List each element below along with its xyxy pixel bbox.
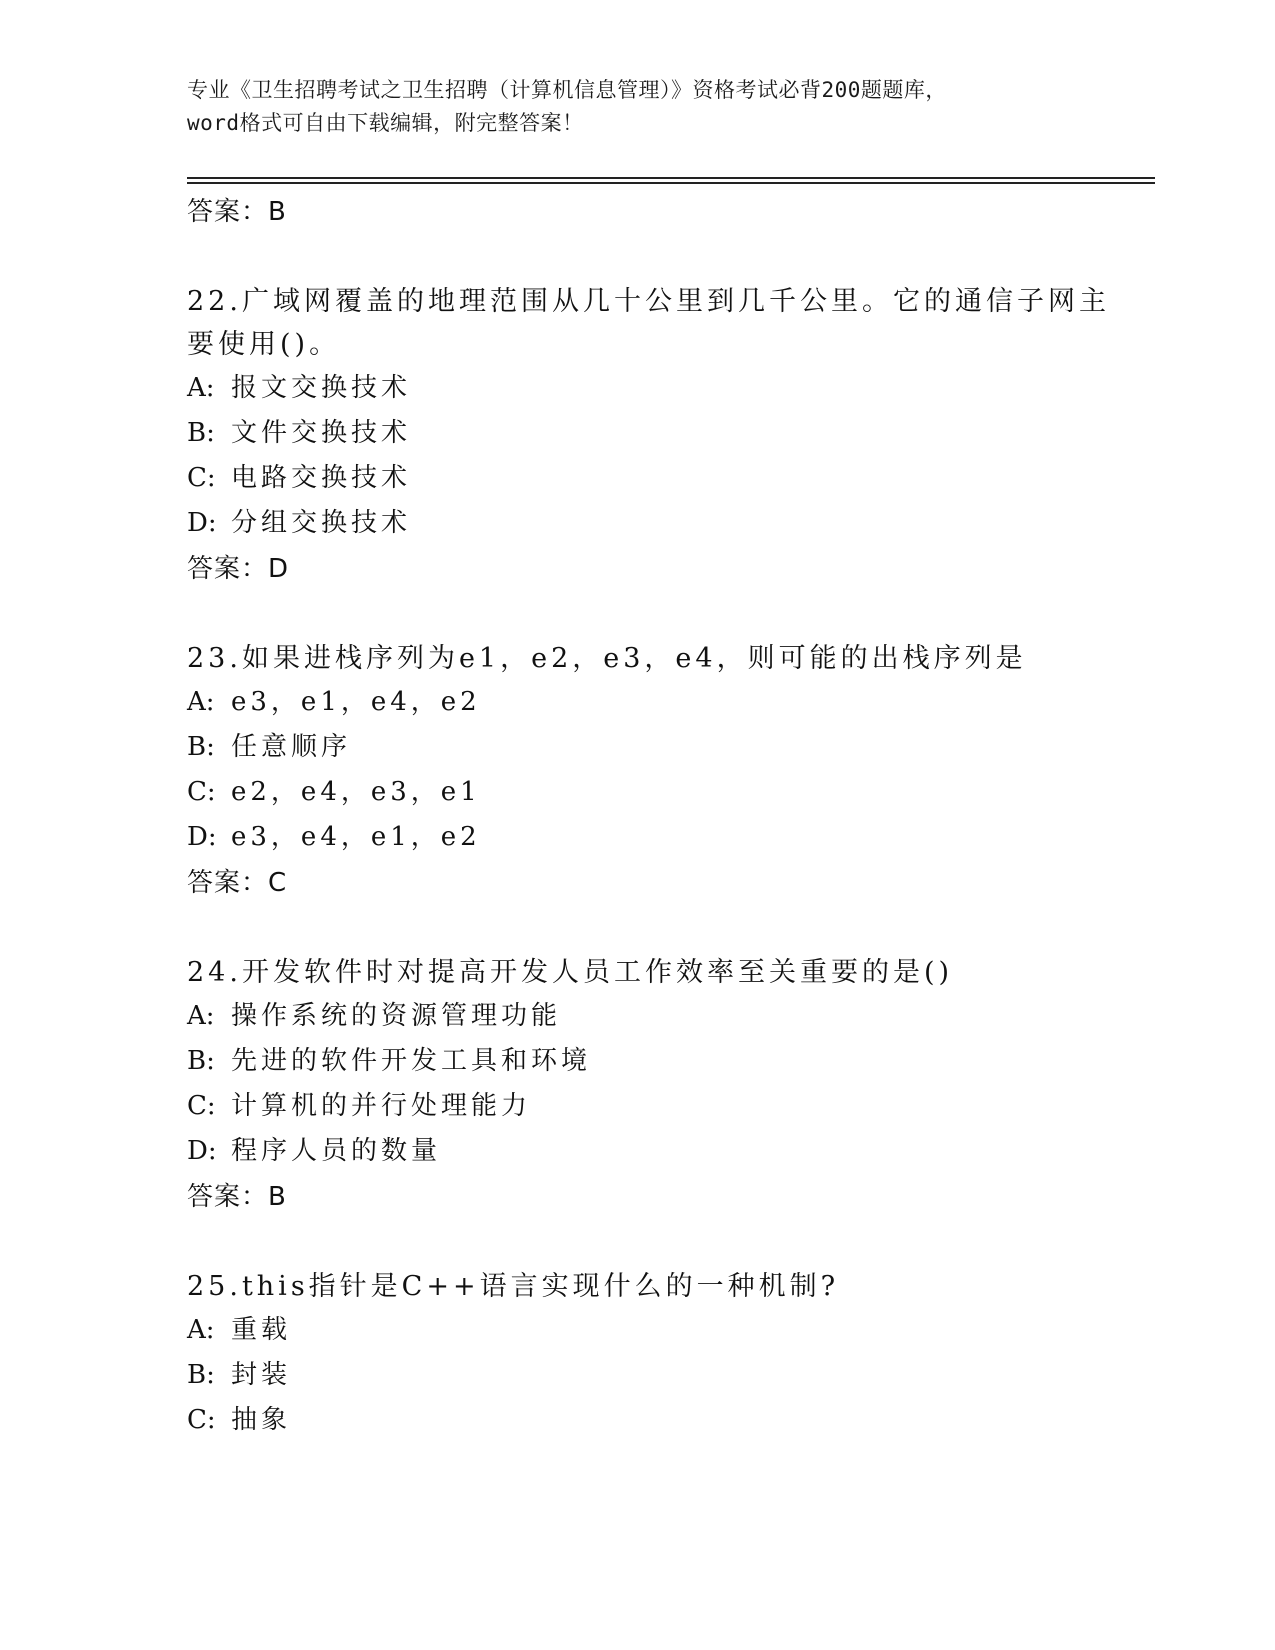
question-item (187, 951, 1127, 1220)
question-item (187, 637, 1127, 906)
header-rule-bottom (187, 182, 1155, 184)
option-item (187, 1398, 1127, 1443)
option-letter: B: (187, 1360, 215, 1390)
option-text: e3，e1，e4，e2 (231, 687, 481, 717)
option-text: 先进的软件开发工具和环境 (231, 1046, 592, 1076)
option-letter: B: (187, 1046, 215, 1076)
option-letter: A: (187, 687, 215, 717)
option-text: 封装 (231, 1360, 292, 1390)
option-letter: B: (187, 732, 215, 762)
option-item (187, 501, 1127, 546)
header-line-1: 专业《卫生招聘考试之卫生招聘（计算机信息管理）》资格考试必背200题题库， (187, 78, 947, 102)
option-item (187, 1129, 1127, 1174)
option-text: 文件交换技术 (231, 418, 412, 448)
option-text: 操作系统的资源管理功能 (231, 1001, 562, 1031)
question-text: 25.this指针是C++语言实现什么的一种机制? (187, 1271, 840, 1302)
header-line-2: word格式可自由下载编辑，附完整答案！ (187, 111, 584, 135)
option-text: 抽象 (231, 1405, 292, 1435)
option-letter: C: (187, 1091, 216, 1121)
option-item (187, 725, 1127, 770)
header-rule-top (187, 177, 1155, 179)
option-text: 分组交换技术 (231, 508, 412, 538)
option-text: 计算机的并行处理能力 (231, 1091, 532, 1121)
option-item (187, 680, 1127, 725)
question-text: 22.广域网覆盖的地理范围从几十公里到几千公里。它的通信子网主要使用()。 (187, 286, 1110, 360)
option-text: 重载 (231, 1315, 292, 1345)
answer-line: 答案：C (187, 868, 288, 898)
option-text: 任意顺序 (231, 732, 352, 762)
option-letter: B: (187, 418, 215, 448)
option-item (187, 815, 1127, 860)
option-letter: D: (187, 822, 217, 852)
option-item (187, 411, 1127, 456)
option-letter: C: (187, 463, 216, 493)
option-item (187, 1039, 1127, 1084)
option-letter: D: (187, 508, 217, 538)
option-letter: C: (187, 1405, 216, 1435)
option-item (187, 1084, 1127, 1129)
option-item (187, 994, 1127, 1039)
option-item (187, 366, 1127, 411)
document-header (187, 74, 1087, 140)
option-text: 电路交换技术 (231, 463, 412, 493)
option-text: 程序人员的数量 (231, 1136, 442, 1166)
option-text: e2，e4，e3，e1 (231, 777, 481, 807)
option-item (187, 770, 1127, 815)
option-item (187, 1308, 1127, 1353)
option-letter: A: (187, 1001, 215, 1031)
option-letter: C: (187, 777, 216, 807)
question-text: 24.开发软件时对提高开发人员工作效率至关重要的是() (187, 957, 954, 988)
option-item (187, 1353, 1127, 1398)
answer-line: 答案：D (187, 554, 290, 584)
option-letter: A: (187, 373, 215, 403)
question-list (187, 189, 1127, 1443)
question-text: 23.如果进栈序列为e1，e2，e3，e4，则可能的出栈序列是 (187, 643, 1027, 674)
question-item (187, 1265, 1127, 1443)
option-text: 报文交换技术 (231, 373, 412, 403)
question-item (187, 280, 1127, 592)
option-letter: A: (187, 1315, 215, 1345)
option-letter: D: (187, 1136, 217, 1166)
answer-line: 答案：B (187, 197, 287, 227)
answer-line: 答案：B (187, 1182, 287, 1212)
option-text: e3，e4，e1，e2 (231, 822, 481, 852)
option-item (187, 456, 1127, 501)
